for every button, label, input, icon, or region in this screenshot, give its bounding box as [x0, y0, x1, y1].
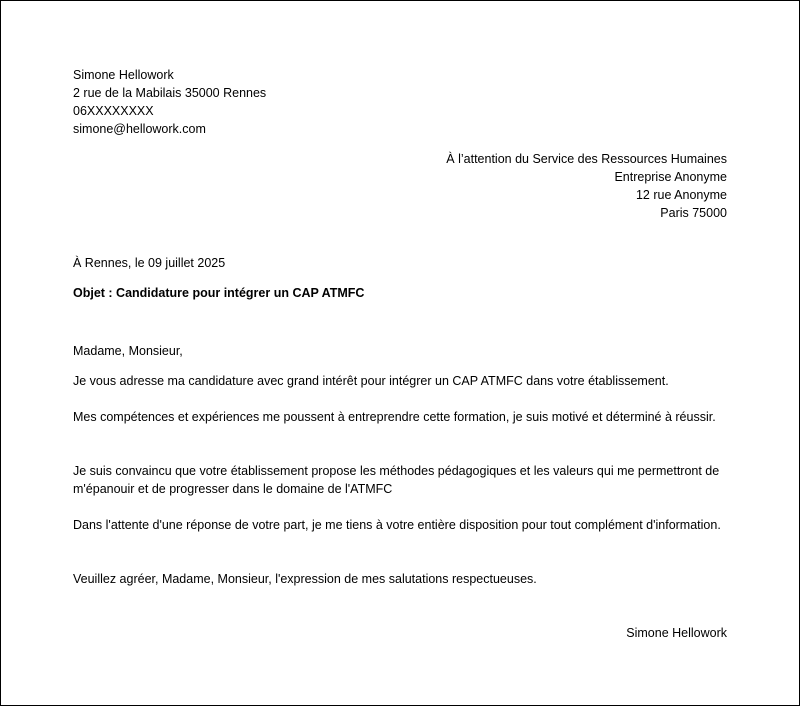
- letter-greeting: Madame, Monsieur,: [73, 344, 183, 358]
- recipient-company: Entreprise Anonyme: [614, 170, 727, 184]
- letter-subject: Objet : Candidature pour intégrer un CAP ATMFC: [73, 286, 365, 300]
- recipient-block: [446, 150, 727, 222]
- body-paragraph-4: Dans l'attente d'une réponse de votre part, je me tiens à votre entière disposition pour tout complément d'information.: [73, 518, 721, 532]
- sender-block: [73, 66, 266, 138]
- letter-signature: Simone Hellowork: [626, 626, 727, 640]
- sender-address: 2 rue de la Mabilais 35000 Rennes: [73, 86, 267, 100]
- recipient-attention: À l’attention du Service des Ressources Humaines: [446, 152, 727, 166]
- sender-name: Simone Hellowork: [73, 68, 174, 82]
- body-paragraph-5: Veuillez agréer, Madame, Monsieur, l'expression de mes salutations respectueuses.: [73, 572, 537, 586]
- recipient-city: Paris 75000: [660, 206, 727, 220]
- letter-date: À Rennes, le 09 juillet 2025: [73, 256, 226, 270]
- sender-phone: 06XXXXXXXX: [73, 104, 154, 118]
- recipient-street: 12 rue Anonyme: [635, 188, 727, 202]
- body-paragraph-1: Je vous adresse ma candidature avec grand intérêt pour intégrer un CAP ATMFC dans votre établissement.: [73, 374, 669, 388]
- body-paragraph-3: Je suis convaincu que votre établissement propose les méthodes pédagogiques et les valeurs qui me permettront de m'épanouir et de progresser dans le domaine de l'ATMFC: [73, 464, 720, 496]
- body-paragraph-2: Mes compétences et expériences me poussent à entreprendre cette formation, je suis motivé et déterminé à réussir.: [73, 410, 716, 424]
- sender-email: simone@hellowork.com: [73, 122, 206, 136]
